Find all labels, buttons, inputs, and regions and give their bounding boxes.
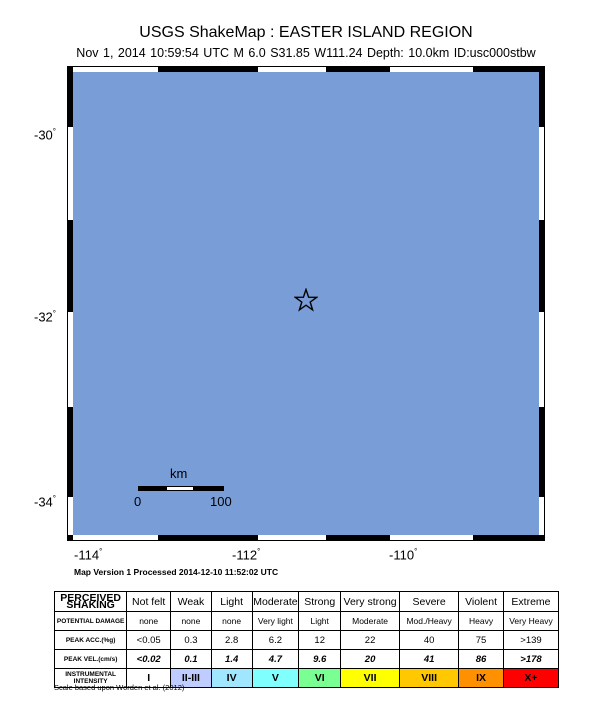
- row-label: PEAK ACC.(%g): [55, 631, 127, 650]
- legend-cell: none: [127, 612, 171, 631]
- legend-cell: Very strong: [341, 592, 400, 612]
- legend-cell: Severe: [400, 592, 459, 612]
- legend-cell: 6.2: [252, 631, 299, 650]
- legend-cell: >139: [503, 631, 558, 650]
- scale-unit: km: [170, 466, 188, 481]
- legend-cell: Light: [211, 592, 252, 612]
- map-version: Map Version 1 Processed 2014-12-10 11:52:02 UTC: [74, 567, 279, 577]
- legend-cell: >178: [503, 650, 558, 669]
- intensity-cell: V: [252, 669, 299, 688]
- legend-cell: Very light: [252, 612, 299, 631]
- legend-cell: 4.7: [252, 650, 299, 669]
- legend-cell: 1.4: [211, 650, 252, 669]
- intensity-cell: I: [127, 669, 171, 688]
- star-icon[interactable]: [294, 288, 318, 312]
- intensity-cell: II-III: [171, 669, 212, 688]
- legend-cell: Moderate: [252, 592, 299, 612]
- intensity-legend: [54, 591, 559, 688]
- map-title: USGS ShakeMap : EASTER ISLAND REGION: [139, 24, 473, 41]
- legend-cell: 9.6: [299, 650, 341, 669]
- row-label: POTENTIAL DAMAGE: [55, 612, 127, 631]
- lon-label: -110°: [389, 547, 418, 563]
- legend-cell: 0.3: [171, 631, 212, 650]
- lon-label: -112°: [232, 547, 261, 563]
- legend-cell: 22: [341, 631, 400, 650]
- legend-cell: 41: [400, 650, 459, 669]
- legend-cell: Very Heavy: [503, 612, 558, 631]
- legend-cell: <0.05: [127, 631, 171, 650]
- scale-end: 100: [210, 494, 232, 509]
- legend-cell: Heavy: [459, 612, 504, 631]
- legend-cell: 2.8: [211, 631, 252, 650]
- legend-cell: Mod./Heavy: [400, 612, 459, 631]
- legend-cell: 0.1: [171, 650, 212, 669]
- legend-row-acc: [55, 631, 559, 650]
- legend-cell: 12: [299, 631, 341, 650]
- scale-note: Scale based upon Worden et al. (2012): [54, 683, 185, 692]
- legend-row-damage: [55, 612, 559, 631]
- lat-label: -30°: [34, 127, 56, 143]
- legend-cell: 75: [459, 631, 504, 650]
- lon-label: -114°: [74, 547, 103, 563]
- scale-bar: [134, 466, 234, 511]
- row-label: PEAK VEL.(cm/s): [55, 650, 127, 669]
- scale-start: 0: [134, 494, 142, 509]
- intensity-cell: X+: [503, 669, 558, 688]
- legend-cell: Light: [299, 612, 341, 631]
- event-details: Nov 1, 2014 10:59:54 UTC M 6.0 S31.85 W111.24 Depth: 10.0km ID:usc000stbw: [76, 46, 536, 60]
- intensity-cell: VII: [341, 669, 400, 688]
- legend-cell: 40: [400, 631, 459, 650]
- scale-ruler: [138, 486, 224, 491]
- legend-cell: Violent: [459, 592, 504, 612]
- lat-label: -34°: [34, 494, 56, 510]
- legend-cell: 20: [341, 650, 400, 669]
- legend-row-vel: [55, 650, 559, 669]
- legend-cell: Moderate: [341, 612, 400, 631]
- legend-cell: Weak: [171, 592, 212, 612]
- legend-cell: Extreme: [503, 592, 558, 612]
- intensity-cell: IV: [211, 669, 252, 688]
- lat-label: -32°: [34, 309, 56, 325]
- legend-cell: Not felt: [127, 592, 171, 612]
- row-label: PERCEIVED SHAKING: [55, 592, 127, 612]
- legend-cell: Strong: [299, 592, 341, 612]
- legend-row-shaking: [55, 592, 559, 612]
- row-label: INSTRUMENTAL INTENSITY: [55, 669, 127, 688]
- legend-cell: none: [211, 612, 252, 631]
- intensity-cell: IX: [459, 669, 504, 688]
- legend-cell: 86: [459, 650, 504, 669]
- intensity-cell: VI: [299, 669, 341, 688]
- legend-cell: <0.02: [127, 650, 171, 669]
- intensity-cell: VIII: [400, 669, 459, 688]
- legend-cell: none: [171, 612, 212, 631]
